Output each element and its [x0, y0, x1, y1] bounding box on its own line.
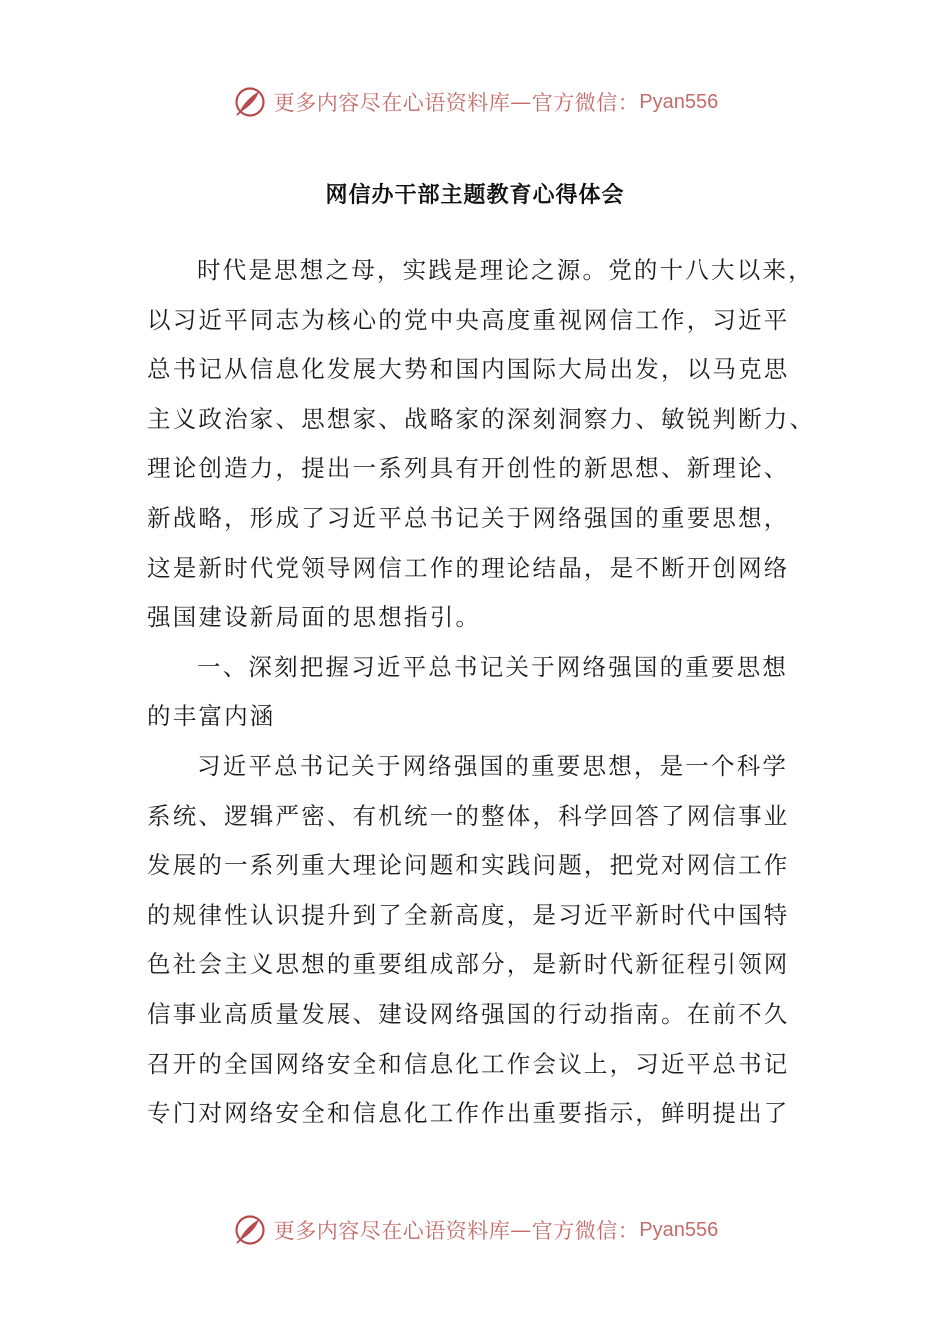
text-line: 以习近平同志为核心的党中央高度重视网信工作，习近平 [147, 305, 790, 334]
banner-label: 官方微信： [531, 1219, 640, 1243]
text-line: 发展的一系列重大理论问题和实践问题，把党对网信工作 [147, 851, 790, 880]
quill-logo-icon [232, 1212, 268, 1248]
text-line: 理论创造力，提出一系列具有开创性的新思想、新理论、 [147, 454, 790, 483]
text-line: 总书记从信息化发展大势和国内国际大局出发，以马克思 [147, 355, 790, 384]
text-line: 信事业高质量发展、建设网络强国的行动指南。在前不久 [147, 999, 790, 1028]
header-banner [0, 82, 950, 122]
banner-label: 官方微信： [531, 91, 640, 115]
text-line: 系统、逻辑严密、有机统一的整体，科学回答了网信事业 [147, 801, 790, 830]
text-line: 习近平总书记关于网络强国的重要思想，是一个科学 [197, 751, 789, 780]
section-heading-line: 的丰富内涵 [147, 702, 276, 731]
section-heading-line: 一、深刻把握习近平总书记关于网络强国的重要思想 [197, 652, 789, 681]
text-line: 这是新时代党领导网信工作的理论结晶，是不断开创网络 [147, 553, 790, 582]
banner-wechat-id: Pyan556 [639, 1218, 719, 1241]
footer-banner [0, 1210, 950, 1250]
text-line: 召开的全国网络安全和信息化工作会议上，习近平总书记 [147, 1049, 790, 1078]
text-line: 的规律性认识提升到了全新高度，是习近平新时代中国特 [147, 900, 790, 929]
quill-logo-icon [232, 84, 268, 120]
banner-separator: — [510, 90, 532, 114]
banner-separator: — [510, 1218, 532, 1242]
text-line: 新战略，形成了习近平总书记关于网络强国的重要思想， [147, 503, 790, 532]
banner-wechat-id: Pyan556 [639, 90, 719, 113]
text-line: 色社会主义思想的重要组成部分，是新时代新征程引领网 [147, 950, 790, 979]
text-line: 主义政治家、思想家、战略家的深刻洞察力、敏锐判断力、 [147, 404, 816, 433]
text-line: 时代是思想之母，实践是理论之源。党的十八大以来， [197, 256, 814, 284]
banner-slogan: 更多内容尽在心语资料库 [273, 1219, 511, 1243]
text-line: 强国建设新局面的思想指引。 [147, 603, 482, 632]
document-title: 网信办干部主题教育心得体会 [325, 183, 625, 208]
text-line: 专门对网络安全和信息化工作作出重要指示，鲜明提出了 [147, 1099, 790, 1128]
banner-slogan: 更多内容尽在心语资料库 [273, 91, 511, 115]
document-body [147, 246, 816, 1139]
